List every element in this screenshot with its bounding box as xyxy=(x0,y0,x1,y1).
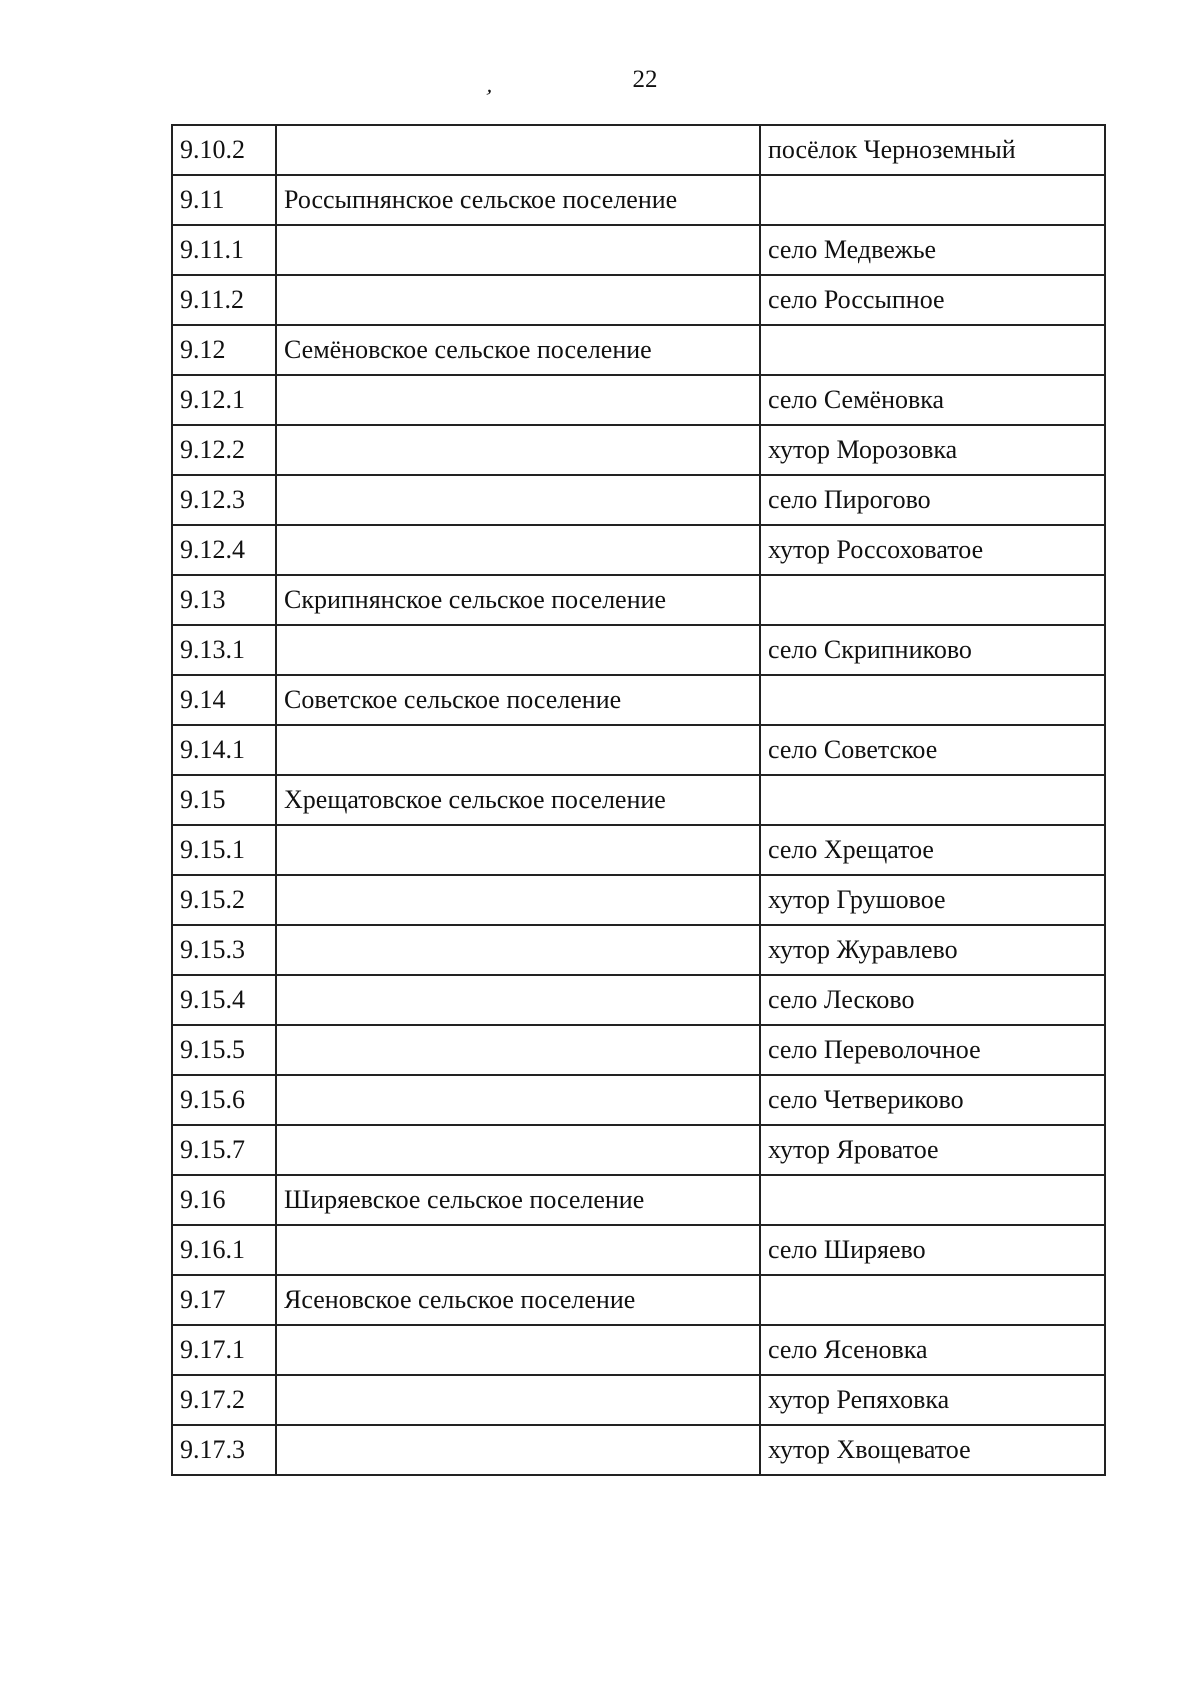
locality-cell: хутор Морозовка xyxy=(760,425,1105,475)
row-number-cell: 9.15 xyxy=(172,775,276,825)
table-row xyxy=(172,325,1105,375)
row-number-cell: 9.13 xyxy=(172,575,276,625)
settlement-cell xyxy=(276,425,760,475)
settlement-cell xyxy=(276,525,760,575)
table-row xyxy=(172,1225,1105,1275)
table-row xyxy=(172,725,1105,775)
row-number-cell: 9.12.3 xyxy=(172,475,276,525)
locality-cell: село Советское xyxy=(760,725,1105,775)
settlement-cell xyxy=(276,825,760,875)
row-number-cell: 9.16 xyxy=(172,1175,276,1225)
settlement-cell xyxy=(276,475,760,525)
locality-cell: село Медвежье xyxy=(760,225,1105,275)
settlement-cell xyxy=(276,1425,760,1475)
settlement-cell xyxy=(276,1125,760,1175)
table-row xyxy=(172,175,1105,225)
settlement-cell: Россыпнянское сельское поселение xyxy=(276,175,760,225)
locality-cell: село Лесково xyxy=(760,975,1105,1025)
locality-cell xyxy=(760,175,1105,225)
table-row xyxy=(172,275,1105,325)
settlement-cell: Ясеновское сельское поселение xyxy=(276,1275,760,1325)
row-number-cell: 9.17.3 xyxy=(172,1425,276,1475)
row-number-cell: 9.14 xyxy=(172,675,276,725)
locality-cell xyxy=(760,775,1105,825)
settlement-cell xyxy=(276,375,760,425)
row-number-cell: 9.13.1 xyxy=(172,625,276,675)
row-number-cell: 9.15.2 xyxy=(172,875,276,925)
table-row xyxy=(172,375,1105,425)
row-number-cell: 9.11 xyxy=(172,175,276,225)
locality-cell: хутор Репяховка xyxy=(760,1375,1105,1425)
settlement-cell: Семёновское сельское поселение xyxy=(276,325,760,375)
table-row xyxy=(172,225,1105,275)
locality-cell: село Ширяево xyxy=(760,1225,1105,1275)
table-row xyxy=(172,475,1105,525)
locality-cell: село Хрещатое xyxy=(760,825,1105,875)
locality-cell: село Пирогово xyxy=(760,475,1105,525)
row-number-cell: 9.11.2 xyxy=(172,275,276,325)
settlement-cell xyxy=(276,275,760,325)
settlement-cell xyxy=(276,125,760,175)
locality-cell: село Россыпное xyxy=(760,275,1105,325)
table-row xyxy=(172,875,1105,925)
row-number-cell: 9.15.5 xyxy=(172,1025,276,1075)
row-number-cell: 9.10.2 xyxy=(172,125,276,175)
settlement-cell xyxy=(276,1075,760,1125)
table-row xyxy=(172,1425,1105,1475)
row-number-cell: 9.12.1 xyxy=(172,375,276,425)
locality-cell: посёлок Черноземный xyxy=(760,125,1105,175)
row-number-cell: 9.15.4 xyxy=(172,975,276,1025)
settlements-table-body xyxy=(172,125,1105,1475)
settlement-cell: Ширяевское сельское поселение xyxy=(276,1175,760,1225)
settlement-cell: Хрещатовское сельское поселение xyxy=(276,775,760,825)
settlement-cell xyxy=(276,875,760,925)
locality-cell: село Ясеновка xyxy=(760,1325,1105,1375)
settlements-table xyxy=(171,124,1106,1476)
table-row xyxy=(172,125,1105,175)
table-row xyxy=(172,925,1105,975)
table-row xyxy=(172,825,1105,875)
table-row xyxy=(172,1275,1105,1325)
table-row xyxy=(172,1075,1105,1125)
settlement-cell xyxy=(276,225,760,275)
locality-cell: село Четвериково xyxy=(760,1075,1105,1125)
locality-cell xyxy=(760,1275,1105,1325)
scan-tick-mark: ʼ xyxy=(481,83,495,110)
page-number: 22 xyxy=(632,66,658,93)
settlement-cell xyxy=(276,725,760,775)
table-row xyxy=(172,775,1105,825)
settlement-cell xyxy=(276,1025,760,1075)
locality-cell: хутор Яроватое xyxy=(760,1125,1105,1175)
locality-cell: село Семёновка xyxy=(760,375,1105,425)
row-number-cell: 9.17.2 xyxy=(172,1375,276,1425)
row-number-cell: 9.15.7 xyxy=(172,1125,276,1175)
locality-cell xyxy=(760,1175,1105,1225)
locality-cell xyxy=(760,675,1105,725)
locality-cell xyxy=(760,325,1105,375)
table-row xyxy=(172,1025,1105,1075)
row-number-cell: 9.17 xyxy=(172,1275,276,1325)
settlement-cell xyxy=(276,1325,760,1375)
row-number-cell: 9.17.1 xyxy=(172,1325,276,1375)
settlement-cell xyxy=(276,1225,760,1275)
table-row xyxy=(172,975,1105,1025)
locality-cell: хутор Журавлево xyxy=(760,925,1105,975)
settlement-cell xyxy=(276,925,760,975)
settlement-cell xyxy=(276,625,760,675)
table-row xyxy=(172,1125,1105,1175)
table-row xyxy=(172,625,1105,675)
row-number-cell: 9.14.1 xyxy=(172,725,276,775)
row-number-cell: 9.12.4 xyxy=(172,525,276,575)
locality-cell: хутор Хвощеватое xyxy=(760,1425,1105,1475)
row-number-cell: 9.16.1 xyxy=(172,1225,276,1275)
row-number-cell: 9.12.2 xyxy=(172,425,276,475)
table-row xyxy=(172,1325,1105,1375)
table-row xyxy=(172,1375,1105,1425)
row-number-cell: 9.11.1 xyxy=(172,225,276,275)
locality-cell: село Скрипниково xyxy=(760,625,1105,675)
table-row xyxy=(172,425,1105,475)
row-number-cell: 9.15.1 xyxy=(172,825,276,875)
locality-cell xyxy=(760,575,1105,625)
table-row xyxy=(172,575,1105,625)
settlement-cell: Советское сельское поселение xyxy=(276,675,760,725)
row-number-cell: 9.12 xyxy=(172,325,276,375)
locality-cell: хутор Грушовое xyxy=(760,875,1105,925)
locality-cell: хутор Россоховатое xyxy=(760,525,1105,575)
settlement-cell xyxy=(276,1375,760,1425)
settlement-cell: Скрипнянское сельское поселение xyxy=(276,575,760,625)
table-row xyxy=(172,675,1105,725)
settlement-cell xyxy=(276,975,760,1025)
row-number-cell: 9.15.3 xyxy=(172,925,276,975)
row-number-cell: 9.15.6 xyxy=(172,1075,276,1125)
locality-cell: село Переволочное xyxy=(760,1025,1105,1075)
table-row xyxy=(172,525,1105,575)
table-row xyxy=(172,1175,1105,1225)
